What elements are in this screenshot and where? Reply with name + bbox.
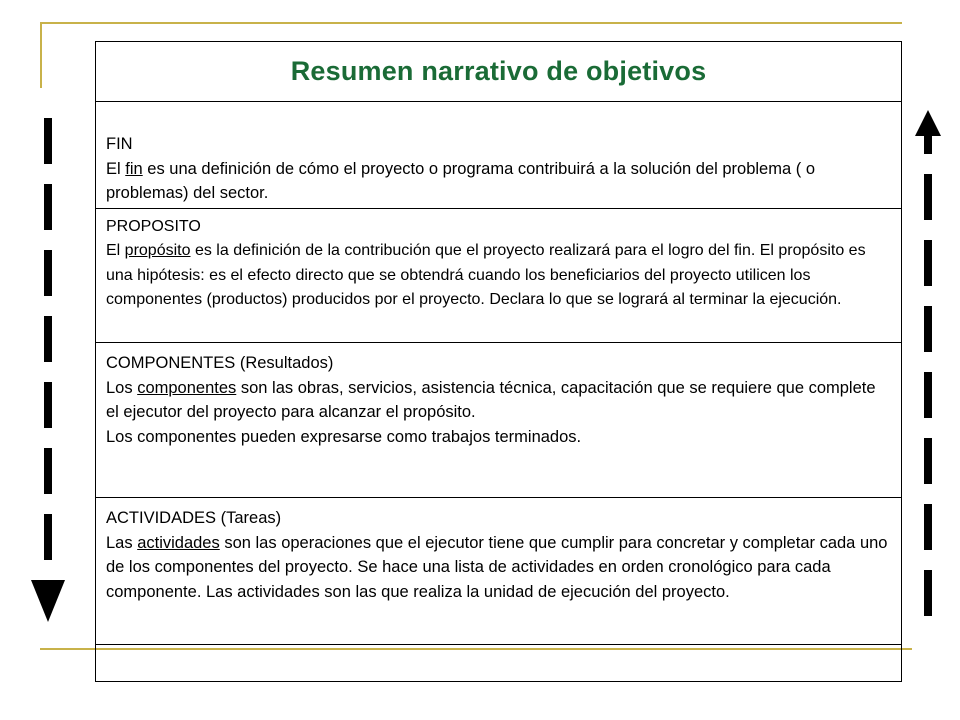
componentes-term: componentes: [137, 378, 237, 397]
row-empty: [96, 645, 901, 681]
componentes-extra: Los componentes pueden expresarse como trabajos terminados.: [106, 427, 582, 446]
fin-term: fin: [125, 159, 143, 178]
row-proposito: [96, 209, 901, 343]
proposito-heading: PROPOSITO: [106, 218, 201, 235]
actividades-text: Las actividades son las operaciones que el ejecutor tiene que cumplir para concretar y completar cada uno de los componentes del proyecto. Se hace una lista de actividades en orden cronológico para cada componente. Las actividades son las que realiza la unidad de ejecución del proyecto.: [106, 533, 888, 601]
componentes-text: Los componentes son las obras, servicios, asistencia técnica, capacitación que se requiere que complete el ejecutor del proyecto para alcanzar el propósito.: [106, 378, 876, 421]
fin-text: El fin es una definición de cómo el proyecto o programa contribuirá a la solución del problema ( o problemas) del sector.: [106, 159, 815, 202]
title-row: [96, 42, 901, 102]
componentes-heading: COMPONENTES (Resultados): [106, 354, 334, 372]
proposito-term: propósito: [124, 242, 191, 260]
actividades-term: actividades: [137, 533, 220, 552]
actividades-heading: ACTIVIDADES (Tareas): [106, 509, 282, 527]
row-componentes: [96, 343, 901, 498]
fin-heading: FIN: [106, 135, 133, 153]
objectives-table: [95, 41, 902, 682]
decorative-top-line: [40, 22, 902, 24]
page-title: Resumen narrativo de objetivos: [290, 56, 707, 86]
row-actividades: [96, 498, 901, 645]
row-fin: [96, 102, 901, 209]
decorative-left-line: [40, 22, 42, 88]
proposito-text: El propósito es la definición de la contribución que el proyecto realizará para el logro del fin. El propósito es una hipótesis: es el efecto directo que se obtendrá cuando los beneficiarios del proyecto utilicen los componentes (productos) producidos por el proyecto. Declara lo que se logrará al terminar la ejecución.: [106, 242, 866, 309]
